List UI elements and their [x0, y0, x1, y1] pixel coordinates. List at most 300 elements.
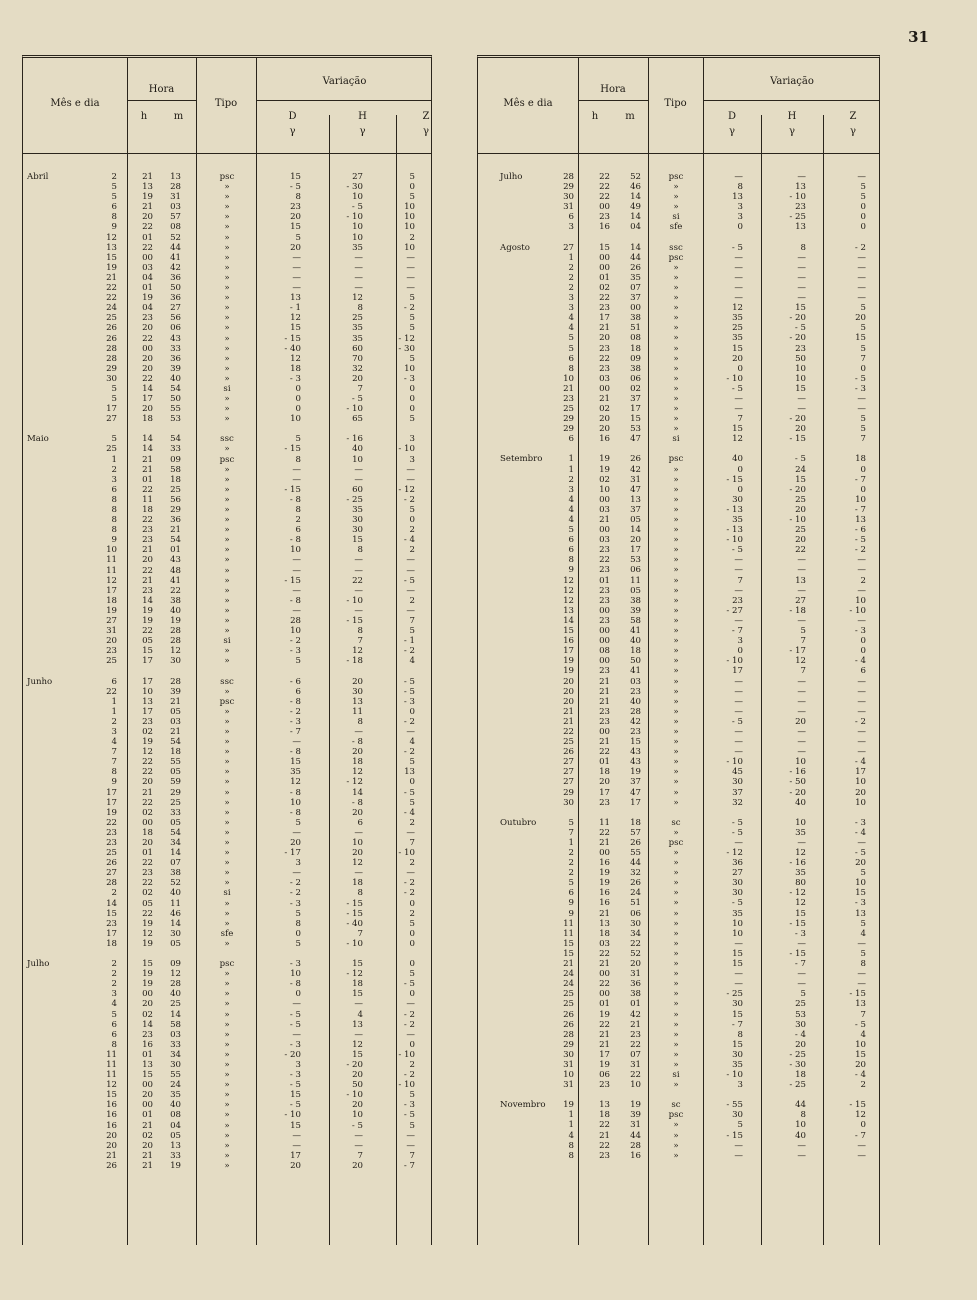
type-cell: »: [224, 767, 230, 778]
hour-cell: 00: [142, 1080, 153, 1091]
table-row: [23, 323, 431, 333]
horizontal-cell: - 20: [789, 787, 806, 798]
vertical-cell: - 3: [403, 373, 415, 384]
declination-cell: - 1: [289, 303, 301, 314]
type-cell: »: [673, 676, 679, 687]
day-cell: 31: [563, 1059, 574, 1070]
minute-cell: 26: [630, 262, 641, 273]
minute-cell: 03: [630, 676, 641, 687]
declination-cell: 35: [732, 908, 743, 919]
day-cell: 5: [111, 192, 117, 203]
declination-cell: - 25: [726, 989, 743, 1000]
table-row: [478, 878, 879, 888]
minute-cell: 00: [630, 303, 641, 314]
declination-cell: 8: [295, 918, 301, 929]
minute-cell: 18: [170, 747, 181, 758]
day-cell: 22: [106, 817, 117, 828]
vertical-cell: 5: [409, 1090, 415, 1101]
day-cell: 15: [106, 252, 117, 263]
day-cell: 4: [568, 1130, 574, 1141]
minute-cell: 06: [630, 565, 641, 576]
type-cell: ssc: [220, 434, 234, 445]
declination-cell: 30: [732, 1110, 743, 1121]
table-row: [478, 525, 879, 535]
vertical-cell: - 2: [854, 242, 866, 253]
hour-cell: 14: [142, 434, 153, 445]
declination-cell: 7: [737, 575, 743, 586]
declination-cell: - 5: [731, 242, 743, 253]
vertical-cell: 0: [409, 989, 415, 1000]
hour-cell: 15: [142, 646, 153, 657]
declination-cell: 0: [737, 222, 743, 233]
vertical-cell: 5: [409, 1120, 415, 1131]
type-cell: »: [673, 908, 679, 919]
hour-cell: 19: [142, 605, 153, 616]
table-row: [23, 677, 431, 687]
vertical-cell: —: [857, 252, 866, 263]
table-row: [23, 374, 431, 384]
minute-cell: 52: [170, 878, 181, 889]
day-cell: 27: [563, 767, 574, 778]
day-cell: 17: [563, 646, 574, 657]
declination-cell: 5: [295, 817, 301, 828]
hour-cell: 15: [142, 959, 153, 970]
hour-cell: 19: [599, 1059, 610, 1070]
vertical-cell: - 15: [849, 1100, 866, 1111]
table-row: [23, 737, 431, 747]
declination-cell: 0: [737, 484, 743, 495]
day-cell: 1: [111, 706, 117, 717]
minute-cell: 19: [170, 616, 181, 627]
minute-cell: 36: [170, 272, 181, 283]
vertical-cell: —: [857, 272, 866, 283]
minute-cell: 26: [630, 837, 641, 848]
horizontal-cell: - 20: [789, 484, 806, 495]
day-cell: 21: [106, 1150, 117, 1161]
vertical-cell: - 2: [403, 303, 415, 314]
table-row: [23, 1161, 431, 1171]
horizontal-cell: 8: [357, 716, 363, 727]
table-row: [478, 404, 879, 414]
vertical-cell: 4: [860, 928, 866, 939]
day-cell: 23: [106, 827, 117, 838]
horizontal-cell: —: [354, 605, 363, 616]
table-row: [478, 545, 879, 555]
horizontal-cell: - 10: [789, 192, 806, 203]
hour-cell: 14: [142, 595, 153, 606]
minute-cell: 46: [170, 908, 181, 919]
day-cell: 16: [563, 636, 574, 647]
type-cell: »: [673, 979, 679, 990]
type-cell: »: [224, 686, 230, 697]
vertical-cell: - 2: [403, 646, 415, 657]
minute-cell: 39: [630, 1110, 641, 1121]
horizontal-cell: —: [354, 464, 363, 475]
horizontal-cell: 12: [352, 646, 363, 657]
vertical-cell: - 12: [398, 484, 415, 495]
declination-cell: - 17: [284, 848, 301, 859]
table-row: [478, 858, 879, 868]
type-cell: »: [224, 252, 230, 263]
minute-cell: 34: [630, 928, 641, 939]
type-cell: »: [224, 605, 230, 616]
hour-cell: 03: [599, 938, 610, 949]
minute-cell: 31: [630, 1059, 641, 1070]
minute-cell: 28: [170, 182, 181, 193]
declination-cell: 12: [290, 353, 301, 364]
vertical-cell: 10: [404, 363, 415, 374]
type-cell: »: [673, 545, 679, 556]
minute-cell: 40: [170, 888, 181, 899]
vertical-cell: 7: [409, 1150, 415, 1161]
minute-cell: 40: [170, 605, 181, 616]
table-row: [478, 263, 879, 273]
day-cell: 2: [568, 848, 574, 858]
type-cell: »: [224, 1049, 230, 1060]
hour-cell: 00: [599, 989, 610, 1000]
table-row: [23, 192, 431, 202]
type-cell: »: [224, 565, 230, 576]
day-cell: 6: [568, 545, 574, 556]
day-cell: 11: [563, 928, 574, 939]
declination-cell: - 7: [731, 626, 743, 637]
day-cell: 29: [563, 414, 574, 425]
vertical-cell: —: [857, 726, 866, 737]
hour-cell: 21: [599, 1039, 610, 1050]
horizontal-cell: - 4: [794, 1029, 806, 1040]
horizontal-cell: - 3: [794, 928, 806, 939]
horizontal-cell: 10: [352, 222, 363, 233]
type-cell: »: [673, 1140, 679, 1151]
horizontal-cell: - 20: [789, 333, 806, 344]
minute-cell: 15: [630, 737, 641, 748]
horizontal-cell: 15: [352, 1049, 363, 1060]
type-cell: »: [224, 979, 230, 990]
type-cell: sc: [671, 1100, 681, 1111]
table-row: [478, 384, 879, 394]
day-cell: 5: [111, 434, 117, 445]
horizontal-cell: - 15: [789, 948, 806, 959]
horizontal-cell: 20: [352, 1160, 363, 1171]
hour-cell: 20: [142, 1090, 153, 1101]
vertical-cell: 7: [860, 353, 866, 364]
horizontal-cell: 35: [352, 333, 363, 344]
hour-cell: 23: [599, 797, 610, 808]
h-unit: γ: [789, 126, 795, 137]
day-cell: 22: [106, 293, 117, 304]
table-row: [23, 515, 431, 525]
type-cell: psc: [668, 172, 684, 182]
day-cell: 11: [106, 555, 117, 566]
declination-cell: 15: [732, 424, 743, 435]
type-cell: »: [224, 505, 230, 515]
minute-cell: 05: [170, 1130, 181, 1141]
table-row: [23, 394, 431, 404]
table-row: [23, 717, 431, 727]
horizontal-cell: —: [797, 837, 806, 848]
minute-cell: 28: [170, 636, 181, 647]
table-row: [478, 222, 879, 232]
hour-cell: 23: [599, 212, 610, 223]
horizontal-cell: 13: [795, 182, 806, 193]
minute-cell: 07: [630, 282, 641, 293]
horizontal-cell: - 20: [789, 414, 806, 425]
declination-cell: —: [292, 1140, 301, 1151]
hour-cell: 19: [142, 918, 153, 929]
declination-cell: 15: [732, 343, 743, 354]
vertical-cell: 7: [860, 1009, 866, 1020]
declination-cell: 15: [290, 1090, 301, 1101]
vertical-cell: - 15: [849, 989, 866, 1000]
declination-cell: 10: [732, 918, 743, 929]
declination-cell: - 2: [289, 636, 301, 647]
table-row: [23, 505, 431, 515]
table-row: [23, 354, 431, 364]
declination-cell: 13: [732, 192, 743, 203]
declination-cell: 30: [732, 1049, 743, 1060]
day-cell: 6: [111, 1019, 117, 1030]
table-row: [478, 374, 879, 384]
table-row: [478, 848, 879, 858]
declination-cell: —: [734, 172, 743, 182]
day-cell: 2: [111, 716, 117, 727]
type-cell: »: [673, 1150, 679, 1161]
table-row: [478, 1050, 879, 1060]
group-gap: [23, 949, 431, 959]
table-row: [478, 344, 879, 354]
horizontal-cell: —: [797, 615, 806, 626]
declination-cell: - 13: [726, 525, 743, 536]
horizontal-cell: - 15: [789, 434, 806, 445]
vertical-cell: 5: [409, 323, 415, 334]
hour-cell: 01: [142, 474, 153, 485]
minute-cell: 54: [170, 434, 181, 445]
day-cell: 2: [568, 474, 574, 485]
minute-cell: 35: [170, 1090, 181, 1101]
declination-cell: 15: [290, 222, 301, 233]
declination-cell: 15: [290, 757, 301, 768]
table-row: [478, 555, 879, 565]
minute-cell: 23: [630, 1029, 641, 1040]
minute-cell: 57: [630, 827, 641, 838]
minute-cell: 14: [170, 848, 181, 859]
hour-cell: 20: [142, 404, 153, 415]
day-cell: 11: [106, 1049, 117, 1060]
declination-cell: - 7: [289, 726, 301, 737]
type-cell: »: [224, 232, 230, 243]
table-row: [478, 868, 879, 878]
declination-cell: 15: [290, 323, 301, 334]
day-cell: 27: [106, 868, 117, 879]
vertical-cell: 0: [409, 898, 415, 909]
declination-cell: —: [292, 827, 301, 838]
hour-cell: 00: [599, 969, 610, 980]
declination-cell: - 2: [289, 878, 301, 889]
declination-cell: 8: [295, 192, 301, 203]
hour-cell: 00: [142, 1100, 153, 1111]
vertical-cell: - 6: [854, 525, 866, 536]
table-row: [23, 222, 431, 232]
vertical-cell: 0: [860, 202, 866, 213]
type-cell: »: [224, 192, 230, 203]
minute-cell: 40: [170, 989, 181, 1000]
day-cell: 30: [563, 1049, 574, 1060]
table-row: [23, 1110, 431, 1120]
vertical-cell: 5: [860, 323, 866, 334]
type-cell: psc: [668, 454, 684, 465]
type-cell: »: [673, 383, 679, 394]
day-cell: 25: [563, 999, 574, 1010]
hour-cell: 23: [599, 303, 610, 314]
day-cell: 2: [111, 959, 117, 970]
hour-cell: 20: [599, 424, 610, 435]
horizontal-cell: 20: [352, 747, 363, 758]
hour-cell: 19: [599, 1009, 610, 1020]
day-cell: 29: [563, 182, 574, 193]
day-cell: 20: [106, 636, 117, 647]
table-row: [478, 677, 879, 687]
table-row: [23, 384, 431, 394]
table-row: [23, 404, 431, 414]
horizontal-cell: 65: [352, 414, 363, 425]
hour-cell: 21: [142, 454, 153, 465]
minute-cell: 56: [170, 313, 181, 324]
hour-cell: 00: [599, 494, 610, 505]
day-cell: 31: [563, 1080, 574, 1091]
day-cell: 31: [563, 202, 574, 213]
type-cell: »: [224, 1070, 230, 1081]
minute-cell: 43: [630, 757, 641, 768]
horizontal-cell: 12: [795, 656, 806, 667]
declination-cell: —: [734, 565, 743, 576]
declination-cell: - 5: [731, 827, 743, 838]
vertical-cell: 4: [409, 656, 415, 667]
horizontal-cell: 13: [352, 1019, 363, 1030]
table-row: [478, 283, 879, 293]
table-row: [478, 1020, 879, 1030]
horizontal-cell: 15: [795, 303, 806, 314]
type-cell: »: [673, 656, 679, 667]
day-cell: 6: [568, 888, 574, 899]
horizontal-cell: 13: [352, 696, 363, 707]
minute-cell: 42: [630, 716, 641, 727]
vertical-cell: 20: [855, 858, 866, 869]
table-row: [478, 586, 879, 596]
page-number: 31: [908, 28, 929, 46]
minute-cell: 28: [630, 1140, 641, 1151]
z-header: Z: [849, 111, 857, 122]
declination-cell: - 5: [289, 182, 301, 193]
horizontal-cell: 15: [795, 474, 806, 485]
vertical-cell: 10: [404, 222, 415, 233]
type-cell: »: [673, 262, 679, 273]
day-cell: 1: [568, 252, 574, 263]
day-cell: 27: [563, 242, 574, 253]
horizontal-cell: 7: [357, 383, 363, 394]
day-cell: 27: [563, 777, 574, 788]
table-row: [478, 434, 879, 444]
horizontal-cell: —: [797, 737, 806, 748]
minute-cell: 53: [630, 555, 641, 566]
horizontal-cell: 30: [352, 686, 363, 697]
type-cell: »: [673, 353, 679, 364]
horizontal-cell: 8: [357, 626, 363, 637]
horizontal-cell: 20: [795, 535, 806, 546]
hour-cell: 19: [142, 969, 153, 980]
declination-cell: 0: [737, 363, 743, 374]
minute-cell: 19: [630, 1100, 641, 1111]
day-cell: 29: [106, 363, 117, 374]
type-cell: »: [673, 464, 679, 475]
hour-cell: 16: [599, 888, 610, 899]
declination-cell: 3: [737, 212, 743, 223]
minute-cell: 37: [630, 504, 641, 515]
vertical-cell: 5: [409, 626, 415, 637]
declination-cell: - 12: [726, 848, 743, 858]
vertical-cell: 0: [860, 636, 866, 647]
hora-rule: [578, 100, 648, 101]
type-cell: ssc: [669, 242, 683, 253]
vertical-cell: - 12: [398, 333, 415, 344]
minute-cell: 33: [170, 807, 181, 818]
horizontal-cell: —: [354, 262, 363, 273]
minute-cell: 51: [630, 323, 641, 334]
type-cell: »: [673, 313, 679, 324]
day-cell: 8: [111, 494, 117, 505]
vertical-cell: —: [406, 1130, 415, 1141]
type-cell: »: [673, 605, 679, 616]
group-gap: [478, 444, 879, 454]
declination-cell: 6: [295, 686, 301, 697]
type-cell: »: [224, 726, 230, 737]
table-row: [23, 344, 431, 354]
table-row: [23, 253, 431, 263]
hour-cell: 02: [142, 1009, 153, 1020]
vertical-cell: —: [857, 555, 866, 566]
horizontal-cell: 12: [352, 1039, 363, 1050]
minute-cell: 30: [170, 656, 181, 667]
day-cell: 17: [106, 787, 117, 798]
table-row: [478, 828, 879, 838]
type-cell: »: [224, 1160, 230, 1171]
table-row: [23, 858, 431, 868]
hour-cell: 22: [142, 242, 153, 253]
horizontal-cell: 15: [795, 383, 806, 394]
vertical-cell: 2: [409, 595, 415, 606]
day-cell: 2: [568, 262, 574, 273]
vertical-cell: —: [406, 1029, 415, 1040]
declination-cell: 0: [295, 394, 301, 405]
vertical-cell: - 5: [403, 686, 415, 697]
type-cell: »: [224, 1100, 230, 1111]
table-row: [23, 334, 431, 344]
month-label: Novembro: [500, 1100, 546, 1111]
declination-cell: 35: [732, 515, 743, 525]
vertical-cell: 5: [409, 192, 415, 203]
horizontal-cell: 10: [352, 1110, 363, 1121]
horizontal-cell: 15: [795, 908, 806, 919]
day-cell: 5: [111, 383, 117, 394]
hour-cell: 01: [599, 575, 610, 586]
day-cell: 9: [111, 535, 117, 546]
day-cell: 23: [106, 918, 117, 929]
declination-cell: 3: [737, 1080, 743, 1091]
declination-cell: 8: [737, 1029, 743, 1040]
type-cell: »: [224, 242, 230, 253]
day-cell: 21: [106, 272, 117, 283]
horizontal-cell: - 12: [789, 888, 806, 899]
minute-cell: 38: [630, 989, 641, 1000]
